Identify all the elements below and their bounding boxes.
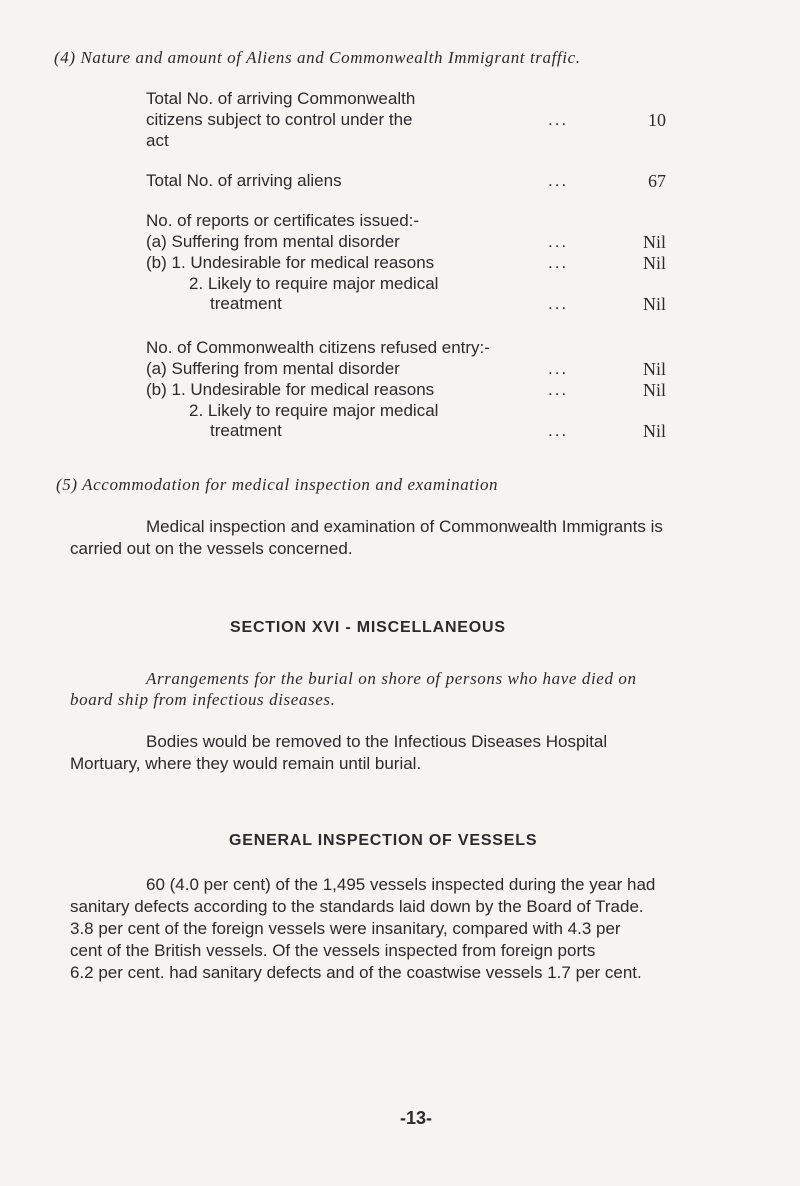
row-label: 2. Likely to require major medical [189,274,439,293]
paragraph-line: 6.2 per cent. had sanitary defects and of the coastwise vessels 1.7 per cent. [70,963,642,982]
paragraph-line: carried out on the vessels concerned. [70,539,353,558]
section-16-title: SECTION XVI - MISCELLANEOUS [230,619,506,636]
subheading-line: board ship from infectious diseases. [70,690,336,709]
row-label: (a) Suffering from mental disorder [146,359,400,378]
row-label: treatment [210,421,282,440]
row-label: (a) Suffering from mental disorder [146,232,400,251]
row-leader: ... [548,110,569,129]
general-inspection-title: GENERAL INSPECTION OF VESSELS [229,832,538,849]
row-value: Nil [642,253,666,273]
row-label: 2. Likely to require major medical [189,401,439,420]
row-label: Total No. of arriving aliens [146,171,342,190]
paragraph-line: Mortuary, where they would remain until burial. [70,754,422,773]
row-value: Nil [642,232,666,252]
row-label: No. of reports or certificates issued:- [146,211,420,230]
row-leader: ... [548,253,569,272]
row-label: treatment [210,294,282,313]
row-value: 67 [648,171,666,191]
row-leader: ... [548,171,569,190]
paragraph-line: sanitary defects according to the standards laid down by the Board of Trade. [70,897,644,916]
row-value: Nil [642,294,666,314]
paragraph-line: Bodies would be removed to the Infectious Diseases Hospital [146,732,608,751]
row-leader: ... [548,294,569,313]
row-leader: ... [548,380,569,399]
row-value: Nil [642,380,666,400]
paragraph-line: 3.8 per cent of the foreign vessels were insanitary, compared with 4.3 per [70,919,621,938]
subheading-line: Arrangements for the burial on shore of persons who have died on [146,669,637,688]
section-5-heading: (5) Accommodation for medical inspection and examination [56,475,499,494]
row-label: No. of Commonwealth citizens refused entry:- [146,338,490,357]
row-leader: ... [548,359,569,378]
row-value: 10 [648,110,666,130]
row-label: citizens subject to control under the [146,110,413,129]
row-label: act [146,131,169,150]
paragraph-line: cent of the British vessels. Of the vessels inspected from foreign ports [70,941,596,960]
paragraph-line: 60 (4.0 per cent) of the 1,495 vessels inspected during the year had [146,875,656,894]
row-value: Nil [642,421,666,441]
row-label: Total No. of arriving Commonwealth [146,89,416,108]
row-label: (b) 1. Undesirable for medical reasons [146,253,435,272]
row-value: Nil [642,359,666,379]
page-number: -13- [400,1108,433,1128]
section-4-heading: (4) Nature and amount of Aliens and Commonwealth Immigrant traffic. [54,48,581,67]
row-leader: ... [548,232,569,251]
row-label: (b) 1. Undesirable for medical reasons [146,380,435,399]
row-leader: ... [548,421,569,440]
paragraph-line: Medical inspection and examination of Commonwealth Immigrants is [146,517,663,536]
